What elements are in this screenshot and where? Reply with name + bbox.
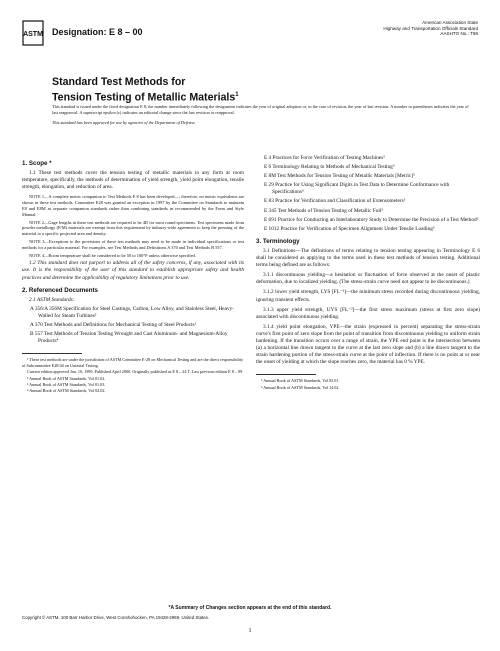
summary-of-changes-note: *A Summary of Changes section appears at the end of this standard.: [168, 605, 332, 611]
astm-standards-subheading: 2.1 ASTM Standards:: [29, 296, 75, 303]
page-number: 1: [248, 628, 252, 634]
approval-note: This standard has been approved for use by agencies of the Department of Defense.: [52, 119, 196, 125]
paragraph-3-1-4: 3.1.4 yield point elongation, YPE—the strain (expressed in percent) separating the stress-strain curve's first point of zero slope from the point of transition from discontinuous yielding to uniform strain hardening. If the transition occurs over a range of strain, the YPE end point is the intersection between (a) a horizontal line drawn tangent to the curve at the last zero slope and (b) a line drawn tangent to the strain hardening portion of the stress-strain curve at the point of inflection. If there is no point at or near the onset of yielding at which the slope reaches zero, the material has 0 % YPE.: [256, 323, 480, 366]
reference-item: E 345 Test Methods of Tension Testing of Metallic Foil⁵: [264, 207, 384, 214]
footnote: ⁴ Annual Book of ASTM Standards, Vol 02.02.: [27, 388, 106, 394]
scope-heading: 1. Scope *: [22, 160, 52, 167]
reference-item: A 370 Test Methods and Definitions for Mechanical Testing of Steel Products³: [30, 322, 197, 328]
footnote-divider: [256, 374, 316, 375]
paragraph-3-1-3: 3.1.3 upper yield strength, UYS [FL⁻²]—the first stress maximum (stress at first zero slope) associated with discontinuous yielding.: [256, 306, 480, 320]
org-line: AASHTO No.: T68: [440, 31, 478, 37]
paragraph-1-2: 1.2 This standard does not purport to address all of the safety concerns, if any, associated with its use. It is the responsibility of the user of this standard to establish appropriate safety and health practices and determine the applicability of regulatory limitations prior to use.: [22, 260, 244, 281]
copyright-line: Copyright © ASTM, 100 Barr Harbor Drive, West Conshohocken, PA 19428-2959, United States.: [22, 615, 210, 620]
reference-item: E 6 Terminology Relating to Methods of Mechanical Testing⁵: [264, 164, 395, 171]
footnote: ³ Annual Book of ASTM Standards, Vol 01.03.: [27, 381, 106, 387]
footnote: ⁶ Annual Book of ASTM Standards, Vol 14.02.: [261, 384, 340, 390]
title-line1: Standard Test Methods for: [52, 76, 186, 88]
org-line: American Association State: [422, 20, 478, 25]
org-block: [328, 20, 478, 37]
footnote: ¹ These test methods are under the jurisdiction of ASTM Committee E-28 on Mechanical Testing and are the direct responsibility of Subcommittee E28.04 on Uniaxial Testing.: [22, 357, 244, 368]
document-title: [52, 76, 239, 105]
reference-item: B 557 Test Methods of Tension Testing Wrought and Cast Aluminum- and Magnesium-Alloy Products⁴: [30, 331, 228, 345]
reference-item: E 29 Practice for Using Significant Digits in Test Data to Determine Conformance with Specifications⁶: [264, 182, 450, 196]
paragraph-1-1: 1.1 These test methods cover the tension testing of metallic materials in any form at room temperature, specifically, the methods of determination of yield strength, yield point elongation, tensile strength, elongation, and reduction of area.: [22, 170, 244, 191]
footnote-divider: [22, 353, 82, 354]
reference-item: E 691 Practice for Conducting an Interlaboratory Study to Determine the Precision of a Test Method⁶: [264, 216, 479, 223]
note-4: NOTE 4—Room temperature shall be considered to be 50 to 100°F unless otherwise specified.: [29, 252, 196, 258]
astm-logo: [22, 20, 44, 46]
footnote: ² Annual Book of ASTM Standards, Vol 01.02.: [27, 375, 106, 381]
footnote: Current edition approved Jan. 10, 1999. Published April 2000. Originally published as E 8 – 24 T. Last previous edition E 8 – 99.: [27, 369, 244, 375]
left-column: [22, 155, 244, 395]
reference-item: E 1012 Practice for Verification of Specimen Alignment Under Tensile Loading⁵: [264, 225, 435, 232]
paragraph-3-1-1: 3.1.1 discontinuous yielding—a hesitation or fluctuation of force observed at the onset of plastic deformation, due to localized yielding. (The stress-strain curve need not appear to be discontinuous.): [256, 272, 480, 286]
right-column: [256, 155, 480, 391]
terminology-heading: 3. Terminology: [256, 237, 300, 245]
note-2: NOTE 2—Gage lengths in these test methods are required to be 4D for most round specimens. Test specimens made from powder metallurgy (P/M) materials are exempt from this requirement by industry-wide agreement to keep the pressing of the material to a specific projected area and density.: [22, 219, 244, 237]
reference-item: E 8M Test Methods for Tension Testing of Metallic Materials [Metric]⁵: [264, 173, 415, 180]
designation-note: This standard is issued under the fixed designation E 8; the number immediately following the designation indicates the year of original adoption or, in the case of revision, the year of last revision. A number in parentheses indicates the year of last reapproval. A superscript epsilon (ε) indicates an editorial change since the last revision or reapproval.: [52, 104, 469, 115]
standard-note: [52, 104, 472, 125]
paragraph-3-1: 3.1 Definitions—The definitions of terms relating to tension testing appearing in Terminology E 6 shall be considered as applying to the terms used in these test methods of tension testing. Additional terms being defined are as follows:: [256, 247, 480, 269]
paragraph-3-1-2: 3.1.2 lower yield strength, LYS [FL⁻²]—the minimum stress recorded during discontinuous yielding, ignoring transient effects.: [256, 289, 480, 303]
referenced-documents-heading: 2. Referenced Documents: [22, 286, 98, 294]
reference-item: E 83 Practice for Verification and Classification of Extensometers⁵: [264, 198, 406, 205]
footnote: ⁵ Annual Book of ASTM Standards, Vol 03.01.: [261, 378, 340, 384]
note-1: NOTE 1—A complete metric companion to Test Methods E 8 has been developed—; therefore, no metric equivalents are shown in these test methods. Committee E28 was granted an exception in 1997 by the Committee on Standards to maintain E8 and E8M as separate companion standards rather than combining standards as recommended by the Form and Style Manual.: [22, 194, 244, 217]
title-footnote-marker: 1: [235, 92, 239, 98]
title-line2: Tension Testing of Metallic Materials$^1$: [52, 91, 239, 104]
reference-item: A 356/A 356M Specification for Steel Castings, Carbon, Low Alloy, and Stainless Steel, Heavy-Walled for Steam Turbines²: [30, 305, 235, 319]
designation: Designation: E 8 – 00: [52, 27, 143, 37]
note-3: NOTE 3—Exceptions to the provisions of these test methods may need to be made in individual specifications or test methods for a particular material. For examples, see Test Methods and Definitions A 370 and Test Methods B 557.: [22, 238, 244, 250]
org-line: Highway and Transportation Officials Standard: [383, 25, 478, 31]
svg-text:ASTM: ASTM: [23, 31, 43, 38]
reference-item: E 4 Practices for Force Verification of Testing Machines⁵: [264, 155, 386, 161]
